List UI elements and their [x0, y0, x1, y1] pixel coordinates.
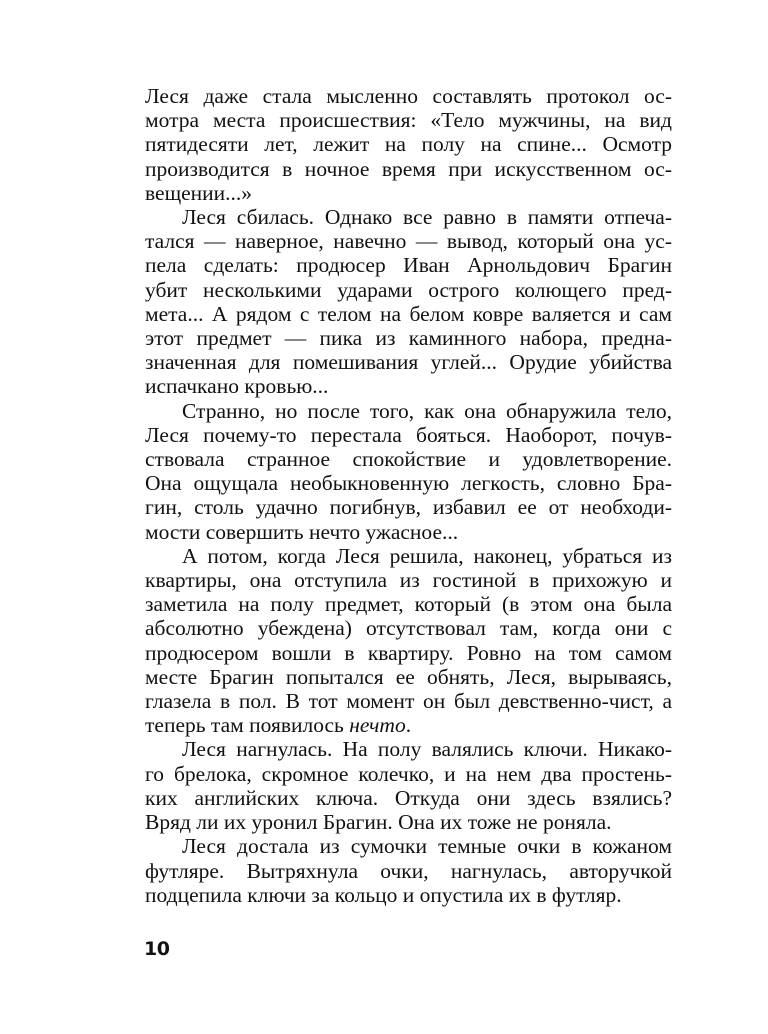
text-line [145, 713, 672, 737]
text-line: мета... А рядом с телом на белом ковре валяется и сам [145, 301, 672, 326]
text-line: глазела в пол. В тот момент он был девственно-чист, а [145, 689, 672, 714]
paragraph-5 [145, 737, 672, 834]
text-line: Леся нагнулась. На полу валялись ключи. Никако- [182, 737, 672, 762]
text-line: испачкано кровью... [145, 374, 329, 399]
text-line: ких английских ключа. Откуда они здесь взялись? [145, 785, 672, 810]
text-line: подцепила ключи за кольцо и опустила их в футляр. [145, 882, 622, 907]
text-line: значенная для помешивания углей... Орудие убийства [145, 350, 672, 375]
text-fragment: . [405, 713, 412, 738]
emphasized-word: нечто [349, 713, 406, 738]
text-line: Леся даже стала мысленно составлять протокол ос- [145, 84, 672, 108]
text-line: продюсером вошли в квартиру. Ровно на том самом [145, 640, 672, 665]
text-line: тался — наверное, навечно — вывод, который она ус- [145, 229, 672, 254]
text-line: абсолютно убеждена) отсутствовал там, когда они с [145, 616, 672, 641]
text-line: пятидесяти лет, лежит на полу на спине... Осмотр [145, 132, 672, 157]
text-line: Леся почему-то перестала бояться. Наоборот, почув- [145, 422, 672, 447]
text-line: этот предмет — пика из каминного набора, предна- [145, 326, 672, 351]
text-line: Леся достала из сумочки темные очки в кожаном [182, 834, 672, 859]
text-line: Леся сбилась. Однако все равно в памяти отпеча- [182, 205, 672, 230]
paragraph-4 [145, 544, 672, 738]
paragraph-2 [145, 205, 672, 399]
text-line: заметила на полу предмет, который (в этом она была [145, 592, 672, 617]
text-line: Она ощущала необыкновенную легкость, словно Бра- [145, 471, 672, 496]
text-line: пела сделать: продюсер Иван Арнольдович Брагин [145, 253, 672, 278]
text-line: месте Брагин попытался ее обнять, Леся, вырываясь, [145, 664, 672, 689]
text-line: ствовала странное спокойствие и удовлетворение. [145, 447, 672, 472]
paragraph-3 [145, 399, 672, 544]
text-fragment: теперь там появилось [145, 713, 350, 738]
text-line: Странно, но после того, как она обнаружила тело, [182, 398, 672, 423]
text-line: квартиры, она отступила из гостиной в прихожую и [145, 568, 672, 593]
text-line: А потом, когда Леся решила, наконец, убраться из [182, 543, 672, 568]
text-line: футляре. Вытряхнула очки, нагнулась, авторучкой [145, 858, 672, 883]
text-line: Вряд ли их уронил Брагин. Она их тоже не роняла. [145, 810, 612, 835]
text-line: мости совершить нечто ужасное... [145, 519, 459, 544]
text-line: убит несколькими ударами острого колющего пред- [145, 277, 672, 302]
text-line: го брелока, скромное колечко, и на нем два простень- [145, 761, 672, 786]
text-line: мотра места происшествия: «Тело мужчины, на вид [145, 108, 672, 133]
text-line: вещении...» [145, 180, 253, 205]
paragraph-1 [145, 84, 672, 205]
page-number: 10 [144, 938, 170, 960]
text-line: производится в ночное время при искусственном ос- [145, 156, 672, 181]
text-line: гин, столь удачно погибнув, избавил ее от необходи- [145, 495, 672, 520]
book-page-text [145, 84, 672, 907]
paragraph-6 [145, 834, 672, 907]
